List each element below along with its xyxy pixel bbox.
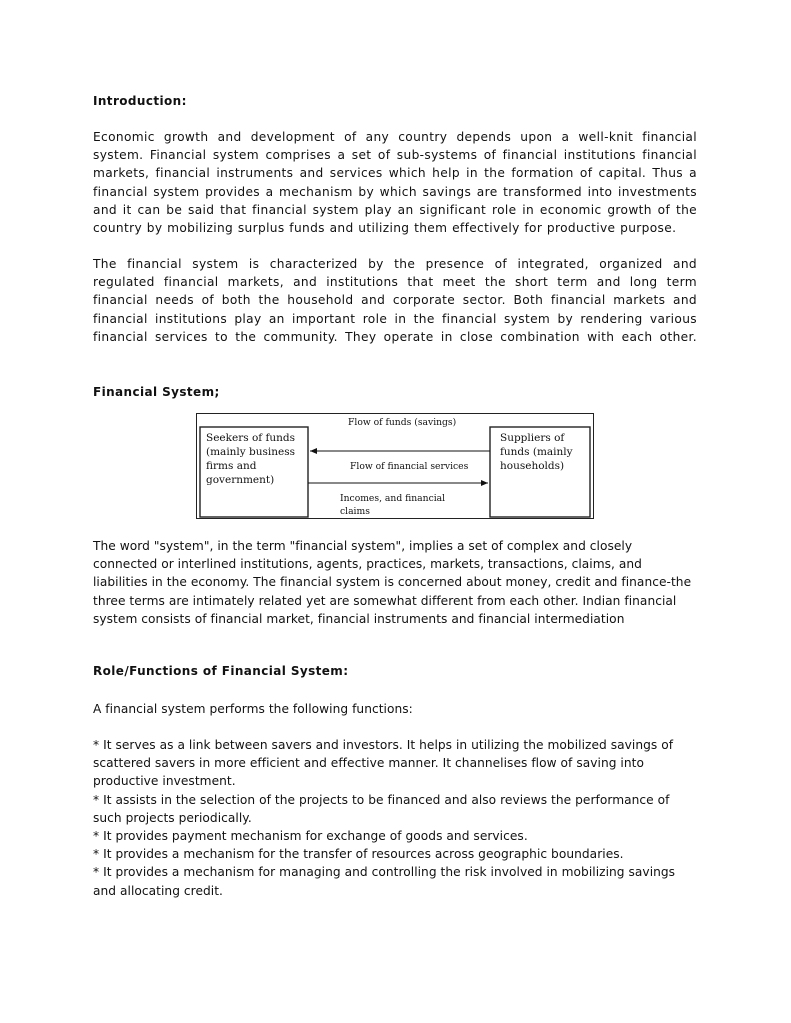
introduction-heading: Introduction: <box>93 94 187 108</box>
intro-paragraph-1: Economic growth and development of any country depends upon a well-knit financial system. Financial system comprises a set of sub-systems of financial institutions financial markets, financial instruments and services which help in the formation of capital. Thus a financial system provides a mechanism by which savings are transformed into investments and it can be said that financial system play an significant role in economic growth of the country by mobilizing surplus funds and utilizing them effectively for productive purpose. <box>93 130 697 236</box>
seekers-line-1: Seekers of funds <box>206 432 296 444</box>
diagram-svg <box>196 413 594 519</box>
roles-heading: Role/Functions of Financial System: <box>93 664 349 678</box>
arrow-bottom-label-2: claims <box>340 506 370 517</box>
roles-intro: A financial system performs the following functions: <box>93 702 413 716</box>
suppliers-line-3: households) <box>500 460 565 472</box>
list-item: * It assists in the selection of the projects to be financed and also reviews the performance of such projects periodically. <box>93 792 670 825</box>
list-item: * It serves as a link between savers and investors. It helps in utilizing the mobilized savings of scattered savers in more efficient and effective manner. It channelises flow of saving into productive investment. <box>93 738 674 789</box>
intro-paragraph-2: The financial system is characterized by the presence of integrated, organized and regulated financial markets, and institutions that meet the short term and long term financial needs of both the household and corporate sector. Both financial markets and financial institutions play an important role in the financial system by rendering various financial services to the community. They operate in close combination with each other. <box>93 257 697 344</box>
financial-system-diagram <box>196 413 594 519</box>
financial-system-paragraph: The word "system", in the term "financial system", implies a set of complex and closely connected or interlined institutions, agents, practices, markets, transactions, claims, and liabilities in the economy. The financial system is concerned about money, credit and finance-the three terms are intimately related yet are somewhat different from each other. Indian financial system consists of financial market, financial instruments and financial intermediation <box>93 539 692 626</box>
arrow-middle-label: Flow of financial services <box>350 461 469 472</box>
suppliers-line-1: Suppliers of <box>500 432 565 444</box>
list-item: * It provides payment mechanism for exchange of goods and services. <box>93 829 528 844</box>
seekers-line-3: firms and <box>206 460 257 472</box>
seekers-line-4: government) <box>206 474 275 486</box>
roles-list <box>93 736 697 900</box>
seekers-line-2: (mainly business <box>206 446 296 458</box>
financial-system-heading: Financial System; <box>93 385 220 399</box>
list-item: * It provides a mechanism for the transfer of resources across geographic boundaries. <box>93 847 624 862</box>
suppliers-line-2: funds (mainly <box>500 446 573 458</box>
arrow-top-label: Flow of funds (savings) <box>348 417 457 428</box>
arrow-bottom-label-1: Incomes, and financial <box>340 493 446 504</box>
list-item: * It provides a mechanism for managing and controlling the risk involved in mobilizing savings and allocating credit. <box>93 865 676 898</box>
